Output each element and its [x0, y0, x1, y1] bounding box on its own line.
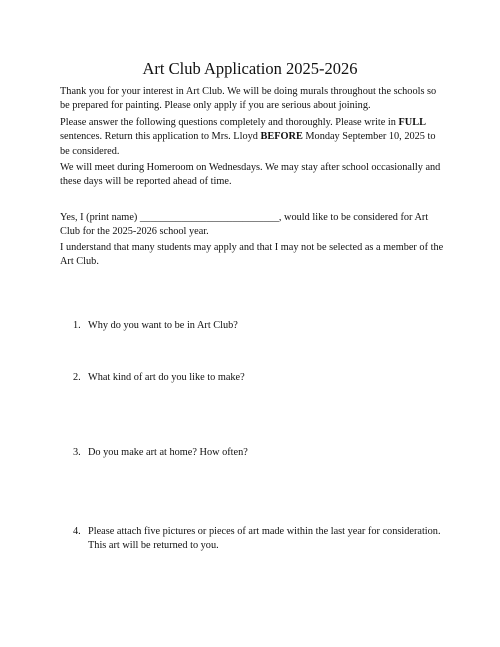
question-number: 1. — [73, 320, 81, 331]
answer-space-3[interactable] — [88, 463, 443, 519]
intro-paragraph: Thank you for your interest in Art Club. We will be doing murals throughout the schools so be prepared for painting. Please only apply if you are serious about joining. — [60, 86, 437, 112]
question-number: 3. — [73, 447, 81, 458]
question-text: Please attach five pictures or pieces of art made within the last year for consideration. This art will be returned to you. — [88, 526, 441, 552]
consent-paragraph — [60, 211, 445, 240]
emphasis-before: BEFORE — [260, 131, 303, 143]
question-number: 2. — [73, 372, 81, 383]
answer-space-2[interactable] — [88, 388, 443, 440]
name-blank-field[interactable]: ___________________________ — [139, 212, 279, 223]
question-text: Why do you want to be in Art Club? — [88, 320, 238, 331]
consent-prefix: Yes, I (print name) — [60, 212, 140, 223]
question-number: 4. — [73, 526, 81, 537]
meeting-paragraph: We will meet during Homeroom on Wednesdays. We may stay after school occasionally and these days will be reported ahead of time. — [60, 162, 441, 188]
question-text: What kind of art do you like to make? — [88, 372, 245, 383]
instructions-paragraph — [60, 116, 445, 159]
instructions-text-2: sentences. Return this application to Mrs. Lloyd — [60, 131, 261, 143]
question-text: Do you make art at home? How often? — [88, 447, 248, 458]
instructions-text-1: Please answer the following questions completely and thoroughly. Please write in — [60, 117, 399, 128]
page-title: Art Club Application 2025-2026 — [142, 59, 358, 78]
answer-space-1[interactable] — [88, 336, 443, 366]
consent-suffix: , would like to be considered for Art Club for the 2025-2026 school year. — [60, 212, 429, 238]
emphasis-full: FULL — [398, 117, 426, 128]
instructions-text-3: Monday September 10, 2025 to be considered. — [60, 131, 436, 157]
understanding-paragraph: I understand that many students may apply and that I may not be selected as a member of the Art Club. — [60, 242, 444, 268]
